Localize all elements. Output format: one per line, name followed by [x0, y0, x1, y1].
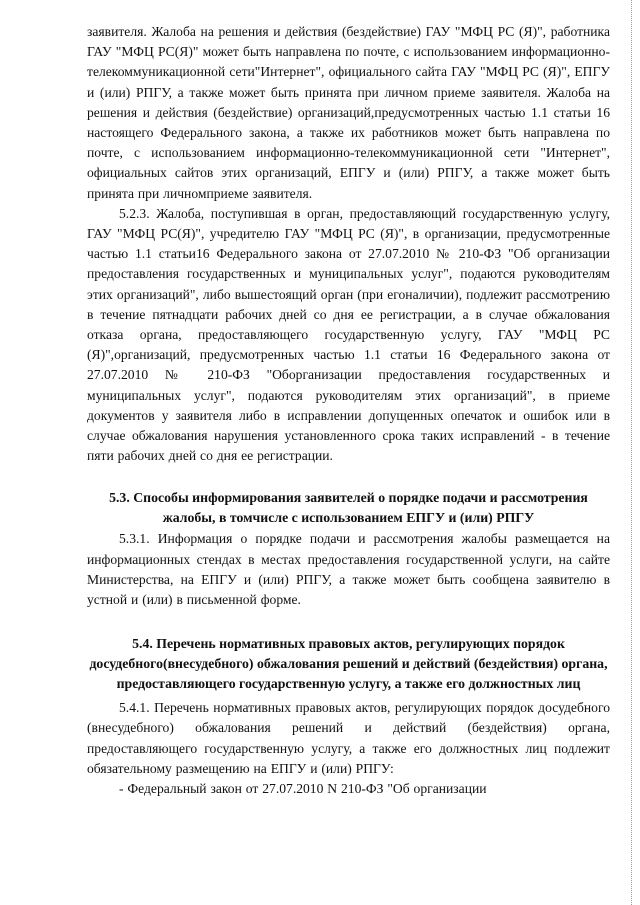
paragraph-5-3-1: 5.3.1. Информация о порядке подачи и рассмотрения жалобы размещается на информационных стендах в местах предоставления государственной услуги, на сайте Министерства, на ЕПГУ и (или) РПГУ, а также может быть сообщена заявителю в устной и (или) в письменной форме. — [87, 531, 610, 608]
paragraph-5-2-3: 5.2.3. Жалоба, поступившая в орган, предоставляющий государственную услугу, ГАУ "МФЦ РС(Я)", учредителю ГАУ "МФЦ РС (Я)", в организации, предусмотренные частью 1.1 статьи16 Федерального закона от 27.07.2010 № 210-ФЗ "Об организации предоставления государственных и муниципальных услуг", подаются руководителям этих организаций", либо вышестоящий орган (при егоналичии), подлежит рассмотрению в течение пятнадцати рабочих дней со дня ее регистрации, а в случае обжалования отказа органа, предоставляющего государственную услугу, ГАУ "МФЦ РС (Я)",организаций, предусмотренных частью 1.1 статьи 16 Федерального закона от 27.07.2010 № 210-ФЗ "Оборганизации предоставления государственных и муниципальных услуг", подаются руководителям этих организаций", в приеме документов у заявителя либо в исправлении допущенных опечаток и ошибок или в случае обжалования нарушения установленного срока таких исправлений - в течение пяти рабочих дней со дня ее регистрации. — [87, 205, 610, 464]
binding-edge-mark — [631, 0, 632, 905]
paragraph-complaint-submission: заявителя. Жалоба на решения и действия (бездействие) ГАУ "МФЦ РС (Я)", работника ГАУ "МФЦ РС(Я)" может быть направлена по почте, с использованием информационно-телекоммуникационной сети"Интернет", официального сайта ГАУ "МФЦ РС (Я)", ЕПГУ и (или) РПГУ, а также может быть принята при личном приеме заявителя. Жалоба на решения и действия (бездействие) организаций,предусмотренных частью 1.1 статьи 16 настоящего Федерального закона, а также их работников может быть направлена по почте, с использованием информационно-телекоммуникационной сети "Интернет", официальных сайтов этих организаций, ЕПГУ и (или) РПГУ, а также может быть принята при личномприеме заявителя. — [87, 24, 610, 201]
section-heading-5-3: 5.3. Способы информирования заявителей о порядке подачи и рассмотрения жалобы, в томчисле с использованием ЕПГУ и (или) РПГУ — [109, 490, 588, 526]
section-heading-5-4: 5.4. Перечень нормативных правовых актов, регулирующих порядок досудебного(внесудебного) обжалования решений и действий (бездействия) органа, предоставляющего государственную услугу, а также его должностных лиц — [89, 636, 608, 692]
paragraph-5-4-1: 5.4.1. Перечень нормативных правовых актов, регулирующих порядок досудебного (внесудебного) обжалования решений и действий (бездействия) органа, предоставляющего государственную услугу, а также его должностных лиц подлежит обязательному размещению на ЕПГУ и (или) РПГУ: — [87, 700, 610, 776]
list-item-federal-law: - Федеральный закон от 27.07.2010 N 210-ФЗ "Об организации — [119, 781, 487, 797]
